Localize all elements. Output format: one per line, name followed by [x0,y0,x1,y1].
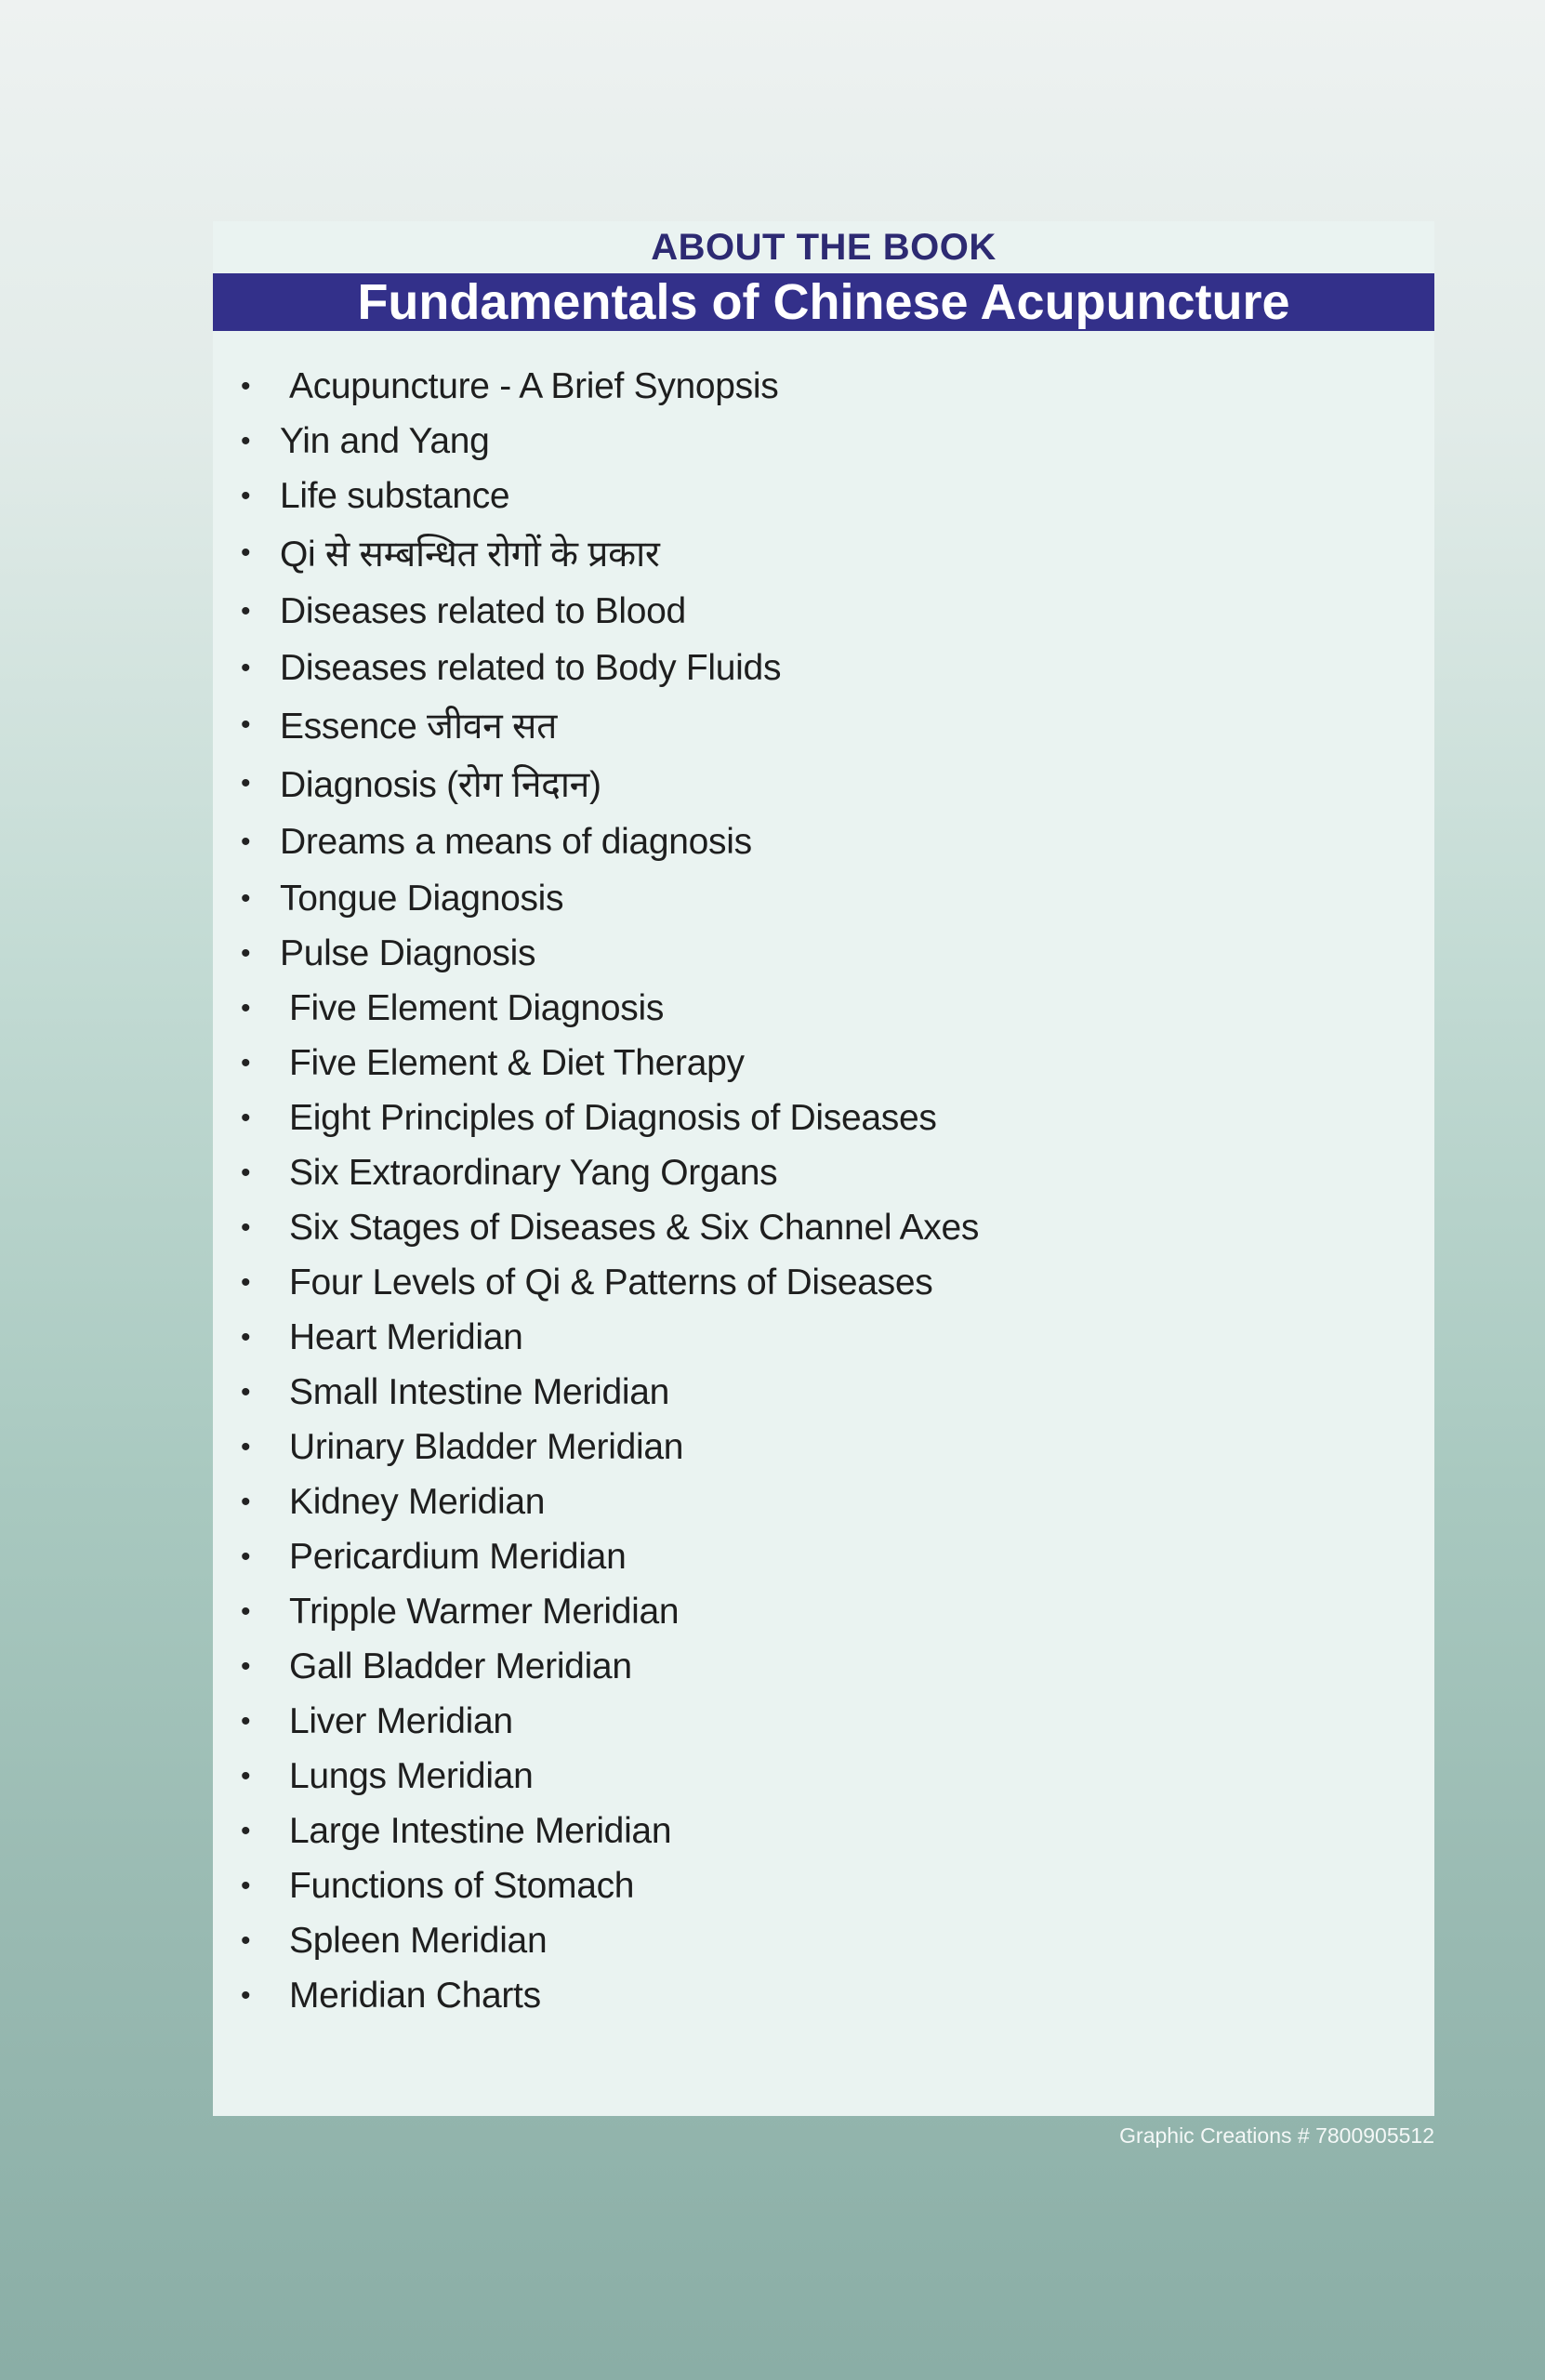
list-item-label: Kidney Meridian [289,1481,546,1522]
list-item-label: Dreams a means of diagnosis [280,821,752,862]
list-item-label: Six Extraordinary Yang Organs [289,1152,778,1193]
title-banner [213,273,1434,331]
list-item-label: Diagnosis (रोग निदान) [280,765,601,805]
bullet-icon: • [241,1266,251,1298]
bullet-icon: • [241,937,251,969]
bullet-icon: • [241,1211,251,1243]
bullet-icon: • [241,1924,251,1956]
bullet-icon: • [241,536,251,568]
list-item-label: Heart Meridian [289,1316,523,1357]
list-item-label: Yin and Yang [280,420,490,461]
bullet-icon: • [241,652,251,683]
list-item-label: Small Intestine Meridian [289,1371,669,1412]
bullet-icon: • [241,480,251,511]
list-item-label: Functions of Stomach [289,1865,635,1906]
bullet-icon: • [241,1979,251,2011]
bullet-icon: • [241,1815,251,1846]
list-item-label: Diseases related to Blood [280,590,686,631]
bullet-icon: • [241,1486,251,1517]
bullet-icon: • [241,1595,251,1627]
list-item-label: Qi से सम्बन्धित रोगों के प्रकार [280,535,660,575]
book-title: Fundamentals of Chinese Acupuncture [357,274,1290,330]
list-item-label: Diseases related to Body Fluids [280,647,782,688]
bullet-icon: • [241,1321,251,1353]
list-item-label: Spleen Meridian [289,1920,548,1961]
bullet-icon: • [241,826,251,857]
list-item-label: Pericardium Meridian [289,1536,627,1577]
bullet-icon: • [241,1047,251,1078]
section-heading: ABOUT THE BOOK [651,227,997,268]
bullet-icon: • [241,992,251,1024]
list-item-label: Tongue Diagnosis [280,878,564,919]
bullet-icon: • [241,1650,251,1682]
list-item-label: Life substance [280,475,510,516]
bullet-icon: • [241,708,251,740]
bullet-icon: • [241,425,251,456]
list-item-label: Meridian Charts [289,1975,541,2016]
list-item-label: Liver Meridian [289,1700,513,1741]
bullet-icon: • [241,370,251,402]
bullet-icon: • [241,1705,251,1737]
bullet-icon: • [241,1760,251,1792]
list-item-label: Six Stages of Diseases & Six Channel Axes [289,1207,980,1248]
list-item-label: Gall Bladder Meridian [289,1646,632,1686]
list-item-label: Eight Principles of Diagnosis of Diseases [289,1097,937,1138]
bullet-icon: • [241,1102,251,1133]
list-item-label: Pulse Diagnosis [280,932,536,973]
designer-credit: Graphic Creations # 7800905512 [1119,2123,1434,2148]
bullet-icon: • [241,1431,251,1462]
bullet-icon: • [241,882,251,914]
bullet-icon: • [241,767,251,799]
list-item-label: Lungs Meridian [289,1755,534,1796]
bullet-icon: • [241,1540,251,1572]
list-item-label: Tripple Warmer Meridian [289,1591,680,1632]
bullet-icon: • [241,1157,251,1188]
list-item-label: Five Element Diagnosis [289,987,665,1028]
list-item-label: Large Intestine Meridian [289,1810,672,1851]
list-item-label: Urinary Bladder Meridian [289,1426,684,1467]
bullet-icon: • [241,1376,251,1408]
list-item-label: Five Element & Diet Therapy [289,1042,745,1083]
list-item-label: Acupuncture - A Brief Synopsis [289,365,779,406]
list-item-label: Essence जीवन सत [280,707,558,747]
about-book-panel [213,221,1434,2116]
list-item-label: Four Levels of Qi & Patterns of Diseases [289,1262,933,1302]
bullet-icon: • [241,1870,251,1901]
bullet-icon: • [241,595,251,627]
